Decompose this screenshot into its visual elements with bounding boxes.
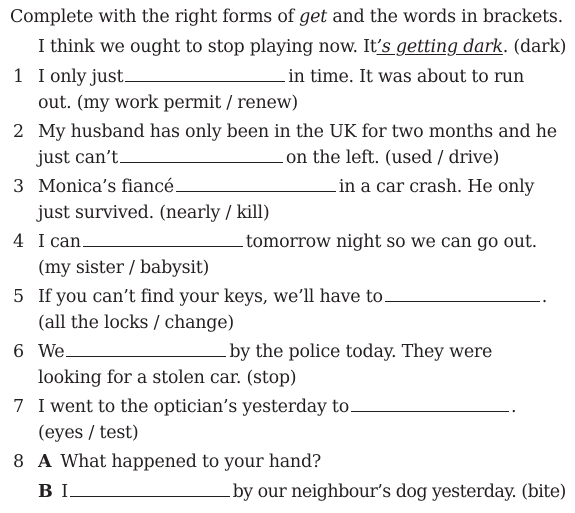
question-5-line-2	[0, 310, 575, 336]
question-1-line-2	[0, 90, 575, 116]
question-6-line-2	[0, 365, 575, 391]
question-text: .	[511, 397, 517, 417]
example-sentence	[0, 34, 575, 60]
question-text: What happened to your hand?	[60, 452, 322, 472]
question-text: in a car crash. He only	[338, 177, 535, 197]
question-4-line-2	[0, 255, 575, 281]
question-6-line-1	[0, 339, 575, 365]
question-text: on the left. (used / drive)	[285, 148, 500, 168]
answer-blank[interactable]	[125, 66, 285, 82]
question-text: out. (my work permit / renew)	[38, 93, 298, 113]
example-answer: ’s getting dark	[376, 37, 503, 57]
question-number: 8	[13, 452, 24, 472]
question-7-line-1	[0, 394, 575, 420]
question-text: looking for a stolen car. (stop)	[38, 368, 297, 388]
question-text: Monica’s fiancé	[38, 177, 174, 197]
question-text: just survived. (nearly / kill)	[38, 203, 270, 223]
question-text: in time. It was about to run	[288, 67, 524, 87]
question-text: (my sister / babysit)	[38, 258, 210, 278]
question-text: by the police today. They were	[229, 342, 493, 362]
question-text: I can	[38, 232, 81, 252]
question-8-line-2	[0, 479, 575, 505]
question-number: 4	[13, 232, 24, 252]
example-text-before: I think we ought to stop playing now. It	[38, 37, 377, 57]
question-number: 7	[13, 397, 24, 417]
answer-blank[interactable]	[385, 286, 540, 302]
question-text: My husband has only been in the UK for two months and he	[38, 122, 557, 142]
question-number: 3	[13, 177, 24, 197]
question-text: just can’t	[38, 148, 118, 168]
question-4-line-1	[0, 229, 575, 255]
question-text: I	[61, 482, 68, 502]
answer-blank[interactable]	[66, 341, 226, 357]
question-7-line-2	[0, 420, 575, 446]
question-text: .	[541, 287, 548, 307]
question-2-line-1	[0, 119, 575, 145]
question-8-line-1	[0, 449, 575, 475]
speaker-label: A	[38, 452, 52, 472]
question-5-line-1	[0, 284, 575, 310]
question-text: If you can’t find your keys, we’ll have to	[38, 287, 383, 307]
question-text: (eyes / test)	[38, 423, 139, 443]
question-3-line-2	[0, 200, 575, 226]
question-text: I went to the optician’s yesterday to	[38, 397, 349, 417]
answer-blank[interactable]	[120, 147, 283, 163]
question-text: (all the locks / change)	[38, 313, 234, 333]
question-text: We	[38, 342, 65, 362]
question-number: 1	[13, 67, 24, 87]
question-text: tomorrow night so we can go out.	[245, 232, 537, 252]
example-text-after: . (dark)	[502, 37, 567, 57]
instruction-text-after: and the words in brackets.	[327, 7, 563, 27]
question-number: 6	[13, 342, 24, 362]
question-1-line-1	[0, 64, 575, 90]
question-2-line-2	[0, 145, 575, 171]
question-number: 2	[13, 122, 24, 142]
question-3-line-1	[0, 174, 575, 200]
answer-blank[interactable]	[351, 396, 509, 412]
question-text: I only just	[38, 67, 124, 87]
answer-blank[interactable]	[83, 231, 243, 247]
instruction	[0, 4, 575, 30]
answer-blank[interactable]	[176, 176, 336, 192]
answer-blank[interactable]	[70, 481, 230, 497]
instruction-text-before: Complete with the right forms of	[10, 7, 300, 27]
question-text: by our neighbour’s dog yesterday. (bite)	[232, 482, 566, 502]
speaker-label: B	[38, 482, 53, 502]
question-number: 5	[13, 287, 24, 307]
instruction-keyword: get	[299, 7, 328, 27]
